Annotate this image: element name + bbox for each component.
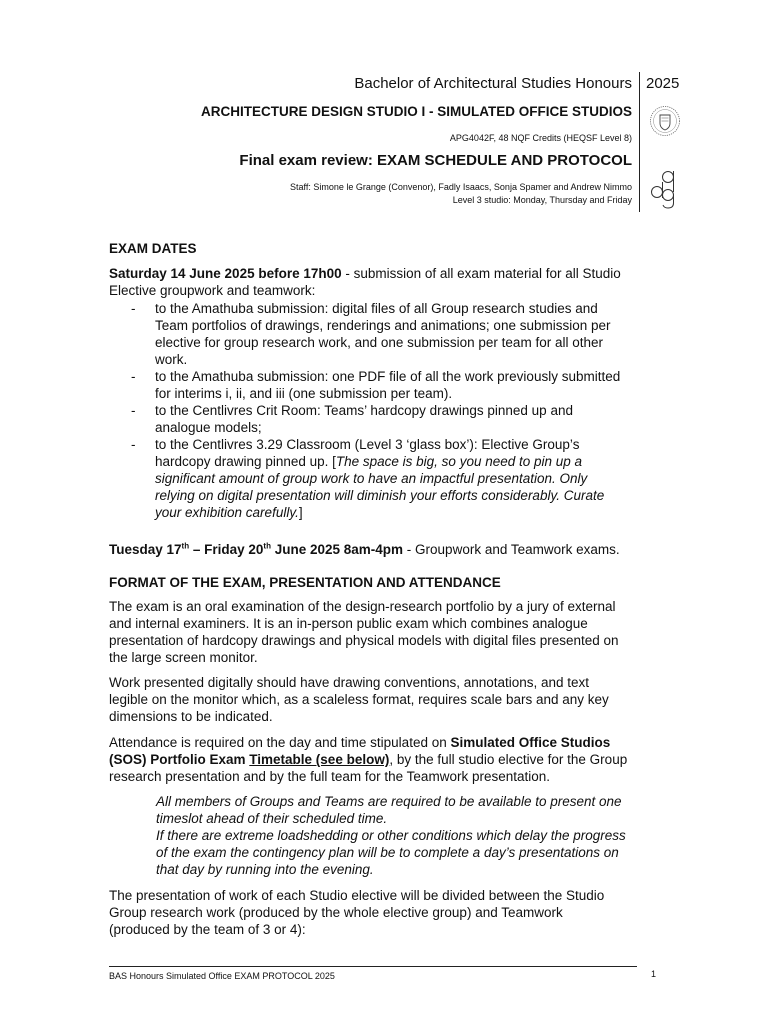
paragraph-line: legible on the monitor which, as a scaleless format, requires scale bars and any key [109, 692, 609, 707]
note-line: All members of Groups and Teams are required to be available to present one [156, 794, 622, 809]
course-credits: APG4042F, 48 NQF Credits (HEQSF Level 8) [449, 133, 632, 143]
list-text: ] [298, 505, 303, 520]
list-line: analogue models; [155, 420, 262, 435]
format-paragraph-2 [109, 674, 657, 725]
paragraph-line: presentation of hardcopy drawings and physical models with digital files presented on [109, 633, 619, 648]
saturday-paragraph [109, 265, 657, 299]
exam-title: Final exam review: EXAM SCHEDULE AND PROTOCOL [239, 152, 632, 169]
list-text: hardcopy drawing pinned up. [ [155, 454, 336, 469]
paragraph-line: research presentation and by the full team for the Teamwork presentation. [109, 769, 550, 784]
list-item [109, 436, 657, 521]
text-run: Attendance is required on the day and time stipulated on [109, 735, 451, 750]
note-line: that day by running into the evening. [156, 862, 374, 877]
attendance-paragraph [109, 734, 657, 785]
note-line: If there are extreme loadshedding or other conditions which delay the progress [156, 828, 626, 843]
list-item [109, 300, 657, 368]
list-line: work. [155, 352, 188, 367]
saturday-text-2: Elective groupwork and teamwork: [109, 283, 316, 298]
header-divider [639, 72, 640, 212]
saturday-date: Saturday 14 June 2025 before 17h00 [109, 266, 342, 281]
paragraph-line [109, 734, 657, 751]
list-line: to the Centlivres Crit Room: Teams’ hardcopy drawings pinned up and [155, 403, 573, 418]
list-line: for interims i, ii, and iii (one submission per team). [155, 386, 453, 401]
format-heading: FORMAT OF THE EXAM, PRESENTATION AND ATTENDANCE [109, 575, 501, 590]
submission-list [109, 300, 657, 521]
date-part: – Friday 20 [189, 542, 264, 557]
list-line: to the Amathuba submission: one PDF file of all the work previously submitted [155, 369, 621, 384]
list-line: Team portfolios of drawings, renderings and animations; one submission per [155, 318, 611, 333]
timetable-link[interactable]: Timetable (see below) [249, 752, 390, 767]
exam-week-dates [109, 542, 403, 557]
tuesday-paragraph [109, 541, 657, 558]
staff-info [290, 181, 632, 207]
studio-line: Level 3 studio: Monday, Thursday and Friday [452, 195, 632, 205]
list-note-line: significant amount of group work to have an impactful presentation. Only [155, 471, 588, 486]
paragraph-line: and internal examiners. It is an in-person public exam which combines analogue [109, 616, 588, 631]
footer-text: BAS Honours Simulated Office EXAM PROTOCOL 2025 [109, 971, 335, 981]
list-item [109, 368, 657, 402]
bullet-dash: - [131, 301, 136, 316]
presentation-paragraph [109, 887, 657, 938]
date-part: Tuesday 17 [109, 542, 182, 557]
list-line [155, 504, 657, 521]
paragraph-line: (produced by the team of 3 or 4): [109, 922, 306, 937]
paragraph-line [109, 751, 657, 768]
note-line: timeslot ahead of their scheduled time. [156, 811, 388, 826]
ordinal-suffix: th [181, 541, 190, 551]
course-title: ARCHITECTURE DESIGN STUDIO I - SIMULATED OFFICE STUDIOS [200, 104, 632, 119]
saturday-text: - submission of all exam material for all Studio [341, 266, 621, 281]
list-line: to the Centlivres 3.29 Classroom (Level 3 ‘glass box’): Elective Group’s [155, 437, 580, 452]
text-run: , by the full studio elective for the Group [389, 752, 628, 767]
footer-divider [109, 966, 637, 967]
department-logo-icon [650, 168, 680, 210]
list-line: to the Amathuba submission: digital files of all Group research studies and [155, 301, 598, 316]
list-note: The space is big, so you need to pin up a [335, 454, 583, 469]
ordinal-suffix: th [263, 541, 271, 551]
page-number: 1 [651, 969, 657, 979]
format-paragraph-1 [109, 598, 657, 666]
text-run-bold: Simulated Office Studios [450, 735, 611, 750]
list-line: elective for group research work, and one submission per team for all other [155, 335, 603, 350]
list-note: your exhibition carefully. [155, 505, 299, 520]
bullet-dash: - [131, 403, 136, 418]
list-note-line: relying on digital presentation will diminish your efforts considerably. Curate [155, 488, 605, 503]
staff-line: Staff: Simone le Grange (Convenor), Fadly Isaacs, Sonja Spamer and Andrew Nimmo [290, 182, 632, 192]
list-item [109, 402, 657, 436]
bullet-dash: - [131, 369, 136, 384]
date-part: June 2025 8am-4pm [270, 542, 404, 557]
list-line [155, 453, 657, 470]
exam-dates-heading: EXAM DATES [109, 241, 197, 256]
text-run-bold: (SOS) Portfolio Exam [109, 752, 250, 767]
attendance-note [156, 793, 656, 878]
university-crest-icon [649, 105, 681, 137]
exam-week-text: - Groupwork and Teamwork exams. [403, 542, 620, 557]
paragraph-line: Work presented digitally should have drawing conventions, annotations, and text [109, 675, 590, 690]
paragraph-line: The presentation of work of each Studio elective will be divided between the Studio [109, 888, 605, 903]
note-line: of the exam the contingency plan will be to complete a day’s presentations on [156, 845, 619, 860]
paragraph-line: the large screen monitor. [109, 650, 258, 665]
paragraph-line: dimensions to be indicated. [109, 709, 273, 724]
paragraph-line: Group research work (produced by the whole elective group) and Teamwork [109, 905, 563, 920]
bullet-dash: - [131, 437, 136, 452]
year: 2025 [646, 75, 680, 92]
paragraph-line: The exam is an oral examination of the design-research portfolio by a jury of external [109, 599, 616, 614]
programme-title: Bachelor of Architectural Studies Honours [354, 75, 632, 92]
